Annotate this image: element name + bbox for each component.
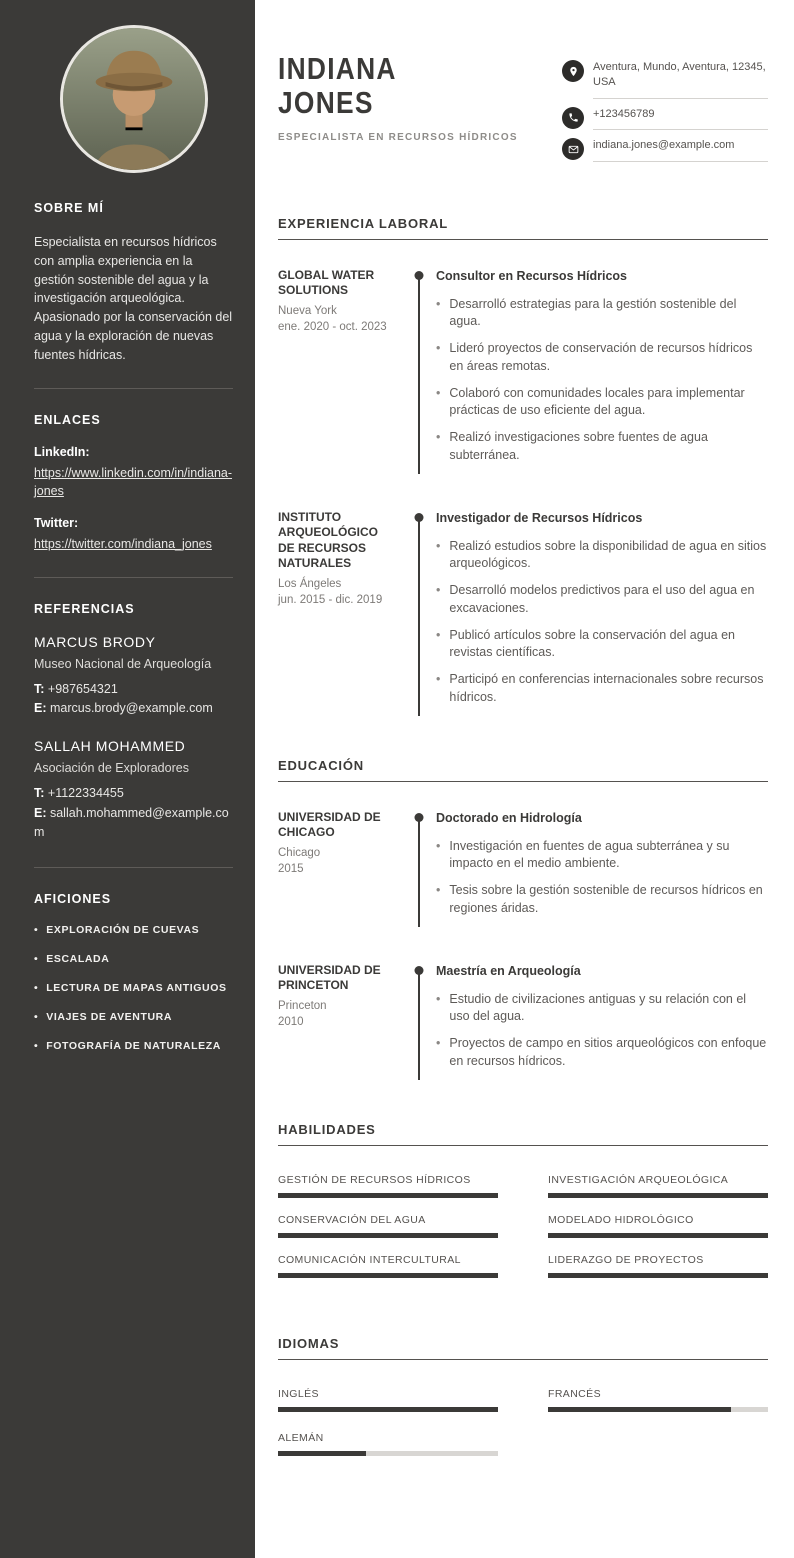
entry-location: Princeton: [278, 999, 327, 1012]
bullet-item: • Proyectos de campo en sitios arqueológicos con enfoque en recursos hídricos.: [436, 1035, 768, 1071]
skill-bar: [278, 1233, 498, 1238]
timeline-dot: [415, 513, 424, 522]
bullet-item: • Desarrolló estrategias para la gestión sostenible del agua.: [436, 296, 768, 332]
bullet-item: • Lideró proyectos de conservación de recursos hídricos en áreas remotas.: [436, 340, 768, 376]
entry-bullets: [436, 538, 768, 707]
skill-item: [548, 1254, 768, 1278]
experience-heading: EXPERIENCIA LABORAL: [278, 216, 768, 240]
contact-block: [562, 60, 768, 170]
skills-heading: HABILIDADES: [278, 1122, 768, 1146]
hobby-item: • FOTOGRAFÍA DE NATURALEZA: [34, 1039, 221, 1052]
reference-name: MARCUS BRODY: [34, 633, 156, 650]
email-icon: [562, 138, 584, 160]
skill-label: COMUNICACIÓN INTERCULTURAL: [278, 1253, 461, 1266]
bullet-icon: •: [34, 952, 39, 965]
entry-dates: jun. 2015 - dic. 2019: [278, 594, 383, 607]
skill-item: [548, 1214, 768, 1238]
link-item-linkedin: [34, 445, 233, 500]
company-name: INSTITUTO ARQUEOLÓGICO DE RECURSOS NATURALES: [278, 509, 379, 571]
contact-location: Aventura, Mundo, Aventura, 12345, USA: [593, 60, 768, 99]
timeline: [402, 268, 436, 474]
language-bar: [278, 1451, 498, 1456]
degree-title: Maestría en Arqueología: [436, 963, 581, 978]
reference-org: Museo Nacional de Arqueología: [34, 656, 212, 671]
skill-bar: [278, 1193, 498, 1198]
contact-email: indiana.jones@example.com: [593, 138, 768, 161]
avatar-illustration: [63, 28, 205, 170]
reference-item: [34, 634, 233, 719]
language-bar: [548, 1407, 768, 1412]
job-subtitle: ESPECIALISTA EN RECURSOS HÍDRICOS: [278, 131, 518, 144]
bullet-item: • Participó en conferencias internacionales sobre recursos hídricos.: [436, 671, 768, 707]
entry-detail: [436, 810, 768, 927]
skills-section: [278, 1122, 768, 1294]
reference-phone: T: +1122334455: [34, 786, 124, 801]
about-section: [34, 201, 233, 364]
timeline: [402, 510, 436, 716]
education-section: [278, 758, 768, 1080]
contact-row-phone: [562, 107, 768, 130]
references-section: [34, 577, 233, 843]
timeline: [402, 963, 436, 1080]
education-entry: [278, 963, 768, 1080]
name-block: [278, 52, 530, 170]
language-label: FRANCÉS: [548, 1387, 601, 1400]
profile-photo: [60, 25, 208, 173]
first-name: INDIANA: [278, 51, 397, 86]
twitter-link[interactable]: https://twitter.com/indiana_jones: [34, 536, 212, 551]
entry-location: Los Ángeles: [278, 577, 342, 590]
bullet-icon: •: [34, 1039, 39, 1052]
timeline-dot: [415, 813, 424, 822]
bullet-item: • Estudio de civilizaciones antiguas y su relación con el uso del agua.: [436, 991, 768, 1027]
timeline: [402, 810, 436, 927]
hobbies-section: [34, 867, 233, 1052]
main-content: [255, 0, 794, 1558]
skill-label: MODELADO HIDROLÓGICO: [548, 1213, 694, 1226]
hobbies-heading: AFICIONES: [34, 891, 112, 906]
reference-item: [34, 738, 233, 842]
linkedin-link[interactable]: https://www.linkedin.com/in/indiana-jones: [34, 466, 233, 499]
sidebar: [0, 0, 255, 1558]
entry-dates: ene. 2020 - oct. 2023: [278, 320, 387, 333]
skill-bar: [278, 1273, 498, 1278]
entry-dates: 2010: [278, 1015, 304, 1028]
hobby-list: [34, 924, 233, 1052]
link-item-twitter: [34, 516, 233, 553]
reference-name: SALLAH MOHAMMED: [34, 738, 186, 755]
language-item: [278, 1432, 498, 1456]
reference-org: Asociación de Exploradores: [34, 761, 189, 776]
hobby-item: • EXPLORACIÓN DE CUEVAS: [34, 923, 200, 936]
phone-icon: [562, 107, 584, 129]
entry-meta: [278, 810, 402, 927]
skill-item: [278, 1214, 498, 1238]
entry-location: Chicago: [278, 846, 321, 859]
entry-detail: [436, 963, 768, 1080]
bullet-item: • Realizó investigaciones sobre fuentes de agua subterránea.: [436, 429, 768, 465]
company-name: GLOBAL WATER SOLUTIONS: [278, 267, 375, 298]
location-icon: [562, 60, 584, 82]
skill-label: GESTIÓN DE RECURSOS HÍDRICOS: [278, 1173, 471, 1186]
entry-meta: [278, 510, 402, 716]
contact-row-email: [562, 138, 768, 161]
language-bar: [278, 1407, 498, 1412]
reference-email: E: marcus.brody@example.com: [34, 701, 213, 715]
entry-meta: [278, 963, 402, 1080]
job-title: Consultor en Recursos Hídricos: [436, 268, 628, 283]
entry-location: Nueva York: [278, 304, 337, 317]
experience-entry: [278, 510, 768, 716]
about-heading: SOBRE MÍ: [34, 201, 104, 215]
bullet-item: • Publicó artículos sobre la conservación del agua en revistas científicas.: [436, 627, 768, 663]
timeline-dot: [415, 966, 424, 975]
skill-item: [278, 1254, 498, 1278]
bullet-icon: •: [34, 923, 39, 936]
references-heading: REFERENCIAS: [34, 601, 135, 616]
languages-section: [278, 1336, 768, 1476]
skill-bar: [548, 1233, 768, 1238]
education-entry: [278, 810, 768, 927]
skill-item: [548, 1174, 768, 1198]
entry-meta: [278, 268, 402, 474]
bullet-item: • Tesis sobre la gestión sostenible de recursos hídricos en regiones áridas.: [436, 882, 768, 918]
entry-detail: [436, 268, 768, 474]
header: [278, 52, 768, 170]
school-name: UNIVERSIDAD DE CHICAGO: [278, 809, 381, 840]
languages-heading: IDIOMAS: [278, 1336, 768, 1360]
entry-detail: [436, 510, 768, 716]
language-item: [548, 1388, 768, 1412]
timeline-dot: [415, 271, 424, 280]
education-heading: EDUCACIÓN: [278, 758, 768, 782]
about-text: Especialista en recursos hídricos con amplia experiencia en la gestión sostenible del agua y la investigación arqueológica. Apasionado por la conservación del agua y la exploración de nuevas fuentes hídricas.: [34, 235, 233, 362]
bullet-icon: •: [34, 1010, 39, 1023]
languages-grid: [278, 1388, 768, 1476]
bullet-item: • Realizó estudios sobre la disponibilidad de agua en sitios arqueológicos.: [436, 538, 768, 574]
link-label: Twitter:: [34, 515, 79, 530]
contact-phone: +123456789: [593, 107, 768, 130]
hobby-item: • ESCALADA: [34, 952, 110, 965]
skill-bar: [548, 1193, 768, 1198]
experience-section: [278, 216, 768, 716]
links-section: [34, 388, 233, 552]
skill-bar: [548, 1273, 768, 1278]
contact-row-location: [562, 60, 768, 99]
bullet-icon: •: [34, 981, 39, 994]
language-label: INGLÉS: [278, 1387, 319, 1400]
skill-label: LIDERAZGO DE PROYECTOS: [548, 1253, 704, 1266]
entry-dates: 2015: [278, 862, 304, 875]
entry-bullets: [436, 991, 768, 1071]
hobby-item: • LECTURA DE MAPAS ANTIGUOS: [34, 981, 227, 994]
hobby-item: • VIAJES DE AVENTURA: [34, 1010, 173, 1023]
entry-bullets: [436, 296, 768, 465]
last-name: JONES: [278, 85, 374, 121]
skill-item: [278, 1174, 498, 1198]
link-label: LinkedIn:: [34, 445, 90, 460]
bullet-item: • Investigación en fuentes de agua subterránea y su impacto en el medio ambiente.: [436, 838, 768, 874]
job-title: Investigador de Recursos Hídricos: [436, 510, 643, 525]
reference-phone: T: +987654321: [34, 681, 118, 696]
skills-grid: [278, 1174, 768, 1294]
bullet-item: • Colaboró con comunidades locales para implementar prácticas de uso eficiente del agua.: [436, 385, 768, 421]
school-name: UNIVERSIDAD DE PRINCETON: [278, 962, 381, 993]
skill-label: INVESTIGACIÓN ARQUEOLÓGICA: [548, 1173, 729, 1186]
language-label: ALEMÁN: [278, 1431, 324, 1444]
bullet-item: • Desarrolló modelos predictivos para el uso del agua en excavaciones.: [436, 582, 768, 618]
links-heading: ENLACES: [34, 413, 101, 428]
degree-title: Doctorado en Hidrología: [436, 810, 582, 825]
entry-bullets: [436, 838, 768, 918]
reference-email: E: sallah.mohammed@example.com: [34, 805, 229, 840]
experience-entry: [278, 268, 768, 474]
skill-label: CONSERVACIÓN DEL AGUA: [278, 1213, 426, 1226]
language-item: [278, 1388, 498, 1412]
